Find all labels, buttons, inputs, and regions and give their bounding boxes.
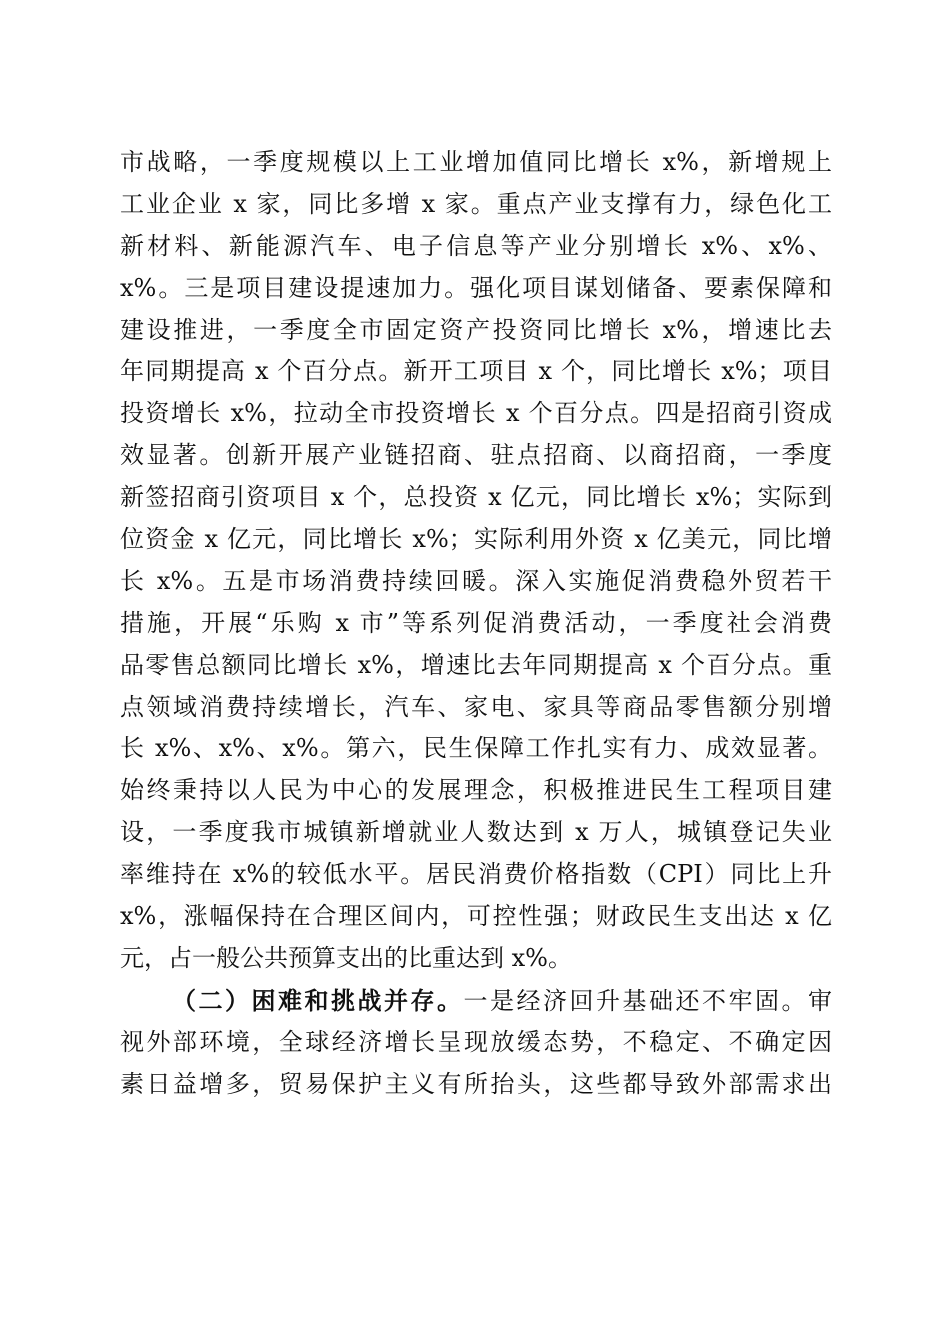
text-line: x%，涨幅保持在合理区间内，可控性强；财政民生支出达 x 亿 [120,902,832,931]
section-heading: （二）困难和挑战并存。 [172,985,464,1015]
text-line: 市战略，一季度规模以上工业增加值同比增长 x%，新增规上 [120,148,832,176]
paragraph-difficulties [120,980,832,1106]
text-line: 新签招商引资项目 x 个，总投资 x 亿元，同比增长 x%；实际到 [120,483,832,512]
text-line: x%。三是项目建设提速加力。强化项目谋划储备、要素保障和 [120,273,832,302]
paragraph-economic-overview [120,142,832,980]
text-line: 点领域消费持续增长，汽车、家电、家具等商品零售额分别增 [120,692,832,721]
text-run: 一是经济回升基础还不牢固。审 [463,986,832,1015]
text-line: 品零售总额同比增长 x%，增速比去年同期提高 x 个百分点。重 [120,650,832,679]
text-line: 素日益增多，贸易保护主义有所抬头，这些都导致外部需求出 [120,1069,832,1098]
text-line: 元，占一般公共预算支出的比重达到 x%。 [120,943,572,972]
text-line: 位资金 x 亿元，同比增长 x%；实际利用外资 x 亿美元，同比增 [120,525,832,554]
text-line: 新材料、新能源汽车、电子信息等产业分别增长 x%、x%、 [120,231,832,260]
text-line: 建设推进，一季度全市固定资产投资同比增长 x%，增速比去 [120,315,832,344]
text-line: 率维持在 x%的较低水平。居民消费价格指数（CPI）同比上升 [120,860,832,889]
text-line: 长 x%。五是市场消费持续回暖。深入实施促消费稳外贸若干 [120,566,832,595]
text-line: 投资增长 x%，拉动全市投资增长 x 个百分点。四是招商引资成 [120,399,832,428]
text-line: 效显著。创新开展产业链招商、驻点招商、以商招商，一季度 [120,441,832,470]
text-line [120,980,832,1022]
text-line: 年同期提高 x 个百分点。新开工项目 x 个，同比增长 x%；项目 [120,357,832,386]
text-line: 设，一季度我市城镇新增就业人数达到 x 万人，城镇登记失业 [120,818,832,847]
text-line: 措施，开展“乐购 x 市”等系列促消费活动，一季度社会消费 [120,608,832,637]
text-line: 长 x%、x%、x%。第六，民生保障工作扎实有力、成效显著。 [120,734,832,763]
text-line: 工业企业 x 家，同比多增 x 家。重点产业支撑有力，绿色化工 [120,189,832,218]
text-line: 视外部环境，全球经济增长呈现放缓态势，不稳定、不确定因 [120,1027,832,1056]
text-line: 始终秉持以人民为中心的发展理念，积极推进民生工程项目建 [120,776,832,805]
body-text [120,142,832,1105]
